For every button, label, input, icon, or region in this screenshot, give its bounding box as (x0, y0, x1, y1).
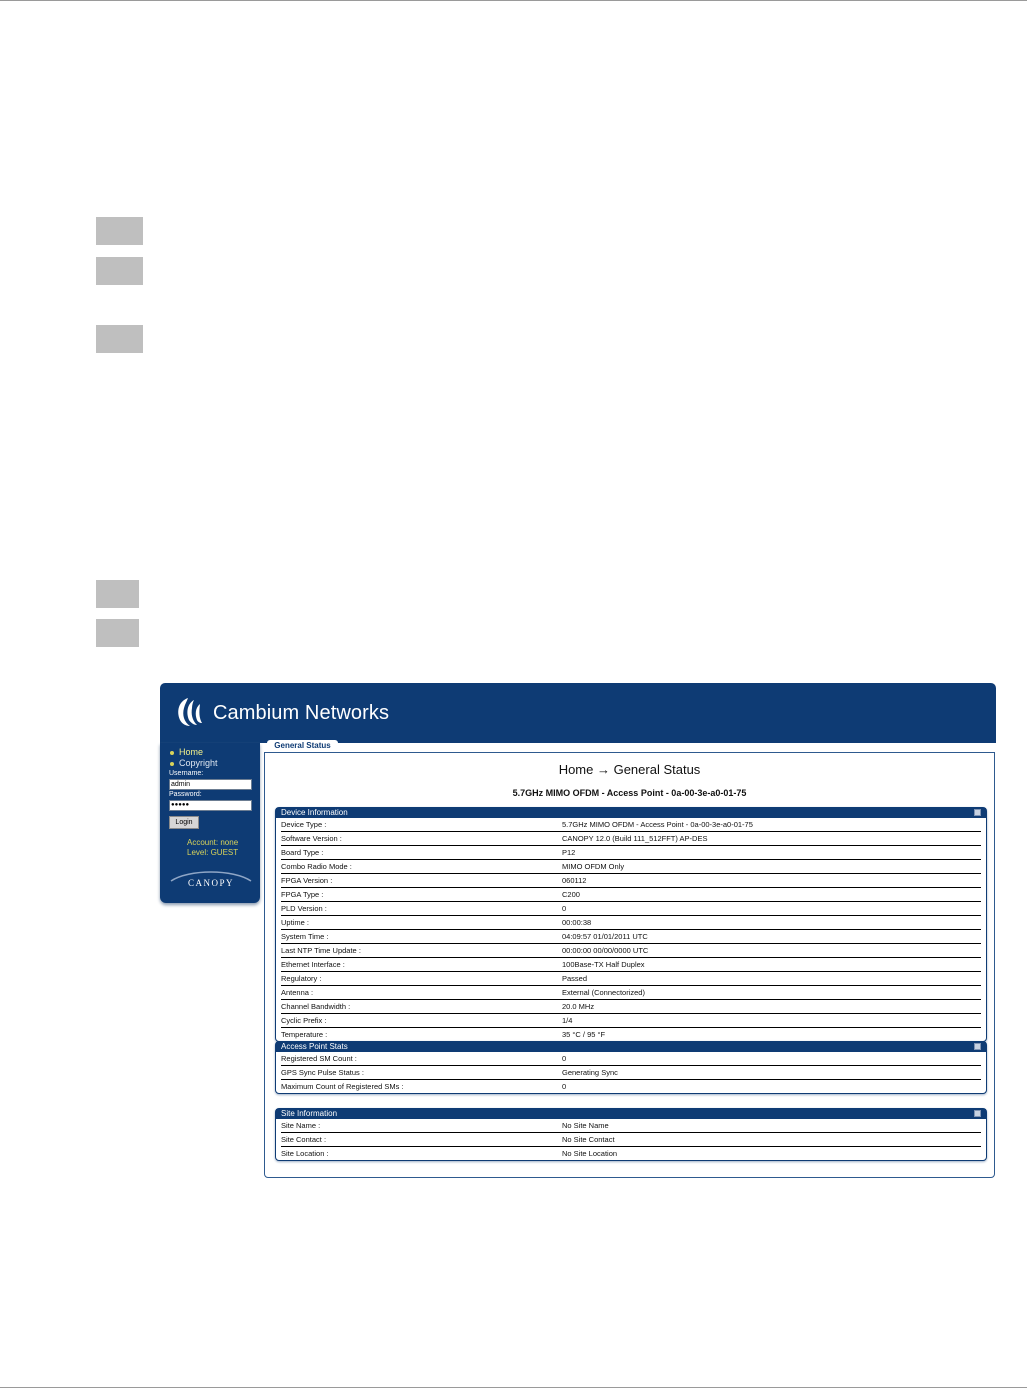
panel-title: Site Information (281, 1109, 338, 1118)
row-value: No Site Name (562, 1121, 609, 1130)
nav-item-label: Home (179, 747, 204, 757)
row-key: Channel Bandwidth : (281, 1002, 351, 1011)
table-row (281, 1028, 981, 1041)
cambium-logo-icon (172, 695, 206, 729)
row-value: 0 (562, 904, 567, 913)
step-box (96, 619, 139, 647)
row-value: Passed (562, 974, 588, 983)
table-row (281, 818, 981, 832)
row-key: Site Contact : (281, 1135, 327, 1144)
step-box (96, 217, 143, 245)
table-row (281, 1000, 981, 1014)
row-value: 04:09:57 01/01/2011 UTC (562, 932, 648, 941)
device-information-panel (275, 807, 987, 1042)
canopy-logo (169, 867, 253, 889)
row-value: CANOPY 12.0 (Build 111_512FFT) AP-DES (562, 834, 708, 843)
row-value: No Site Location (562, 1149, 618, 1158)
bullet-icon (170, 762, 174, 766)
table-row (281, 1066, 981, 1080)
row-value: 00:00:00 00/00/0000 UTC (562, 946, 649, 955)
table-row (281, 986, 981, 1000)
account-status: Account: none (187, 838, 239, 847)
step-box (96, 325, 143, 353)
table-row (281, 1133, 981, 1147)
step-box (96, 580, 139, 608)
collapse-icon[interactable] (974, 809, 981, 816)
site-information-panel (275, 1108, 987, 1161)
row-key: Temperature : (281, 1030, 328, 1039)
panel-header (276, 1042, 986, 1052)
row-key: Regulatory : (281, 974, 322, 983)
row-key: FPGA Type : (281, 890, 324, 899)
content-panel (264, 752, 995, 1178)
table-row (281, 1119, 981, 1133)
panel-rows (276, 818, 986, 1041)
row-key: Ethernet Interface : (281, 960, 345, 969)
row-value: P12 (562, 848, 576, 857)
row-key: GPS Sync Pulse Status : (281, 1068, 364, 1077)
password-input[interactable]: ●●●●● (169, 800, 252, 811)
row-value: 0 (562, 1082, 567, 1091)
tab-general-status[interactable]: General Status (267, 740, 338, 752)
table-row (281, 1052, 981, 1066)
panel-title: Access Point Stats (281, 1042, 348, 1051)
row-value: Generating Sync (562, 1068, 618, 1077)
nav-item-home[interactable] (170, 747, 203, 757)
row-value: 060112 (562, 876, 587, 885)
row-key: Maximum Count of Registered SMs : (281, 1082, 404, 1091)
nav-item-label: Copyright (179, 758, 218, 768)
row-key: Antenna : (281, 988, 314, 997)
row-value: External (Connectorized) (562, 988, 645, 997)
row-key: FPGA Version : (281, 876, 333, 885)
table-row (281, 1014, 981, 1028)
top-rule (0, 0, 1027, 1)
table-row (281, 846, 981, 860)
table-row (281, 930, 981, 944)
panel-header (276, 1109, 986, 1119)
row-value: No Site Contact (562, 1135, 615, 1144)
username-input[interactable]: admin (169, 779, 252, 790)
row-key: System Time : (281, 932, 329, 941)
table-row (281, 958, 981, 972)
row-value: 0 (562, 1054, 567, 1063)
row-key: Registered SM Count : (281, 1054, 357, 1063)
table-row (281, 1147, 981, 1160)
table-row (281, 860, 981, 874)
table-row (281, 944, 981, 958)
bottom-rule (0, 1387, 1027, 1388)
brand-name: Cambium Networks (213, 702, 390, 724)
row-key: Last NTP Time Update : (281, 946, 361, 955)
row-key: Uptime : (281, 918, 309, 927)
page-subtitle: 5.7GHz MIMO OFDM - Access Point - 0a-00-3e-a0-01-75 (512, 788, 747, 798)
device-web-ui (160, 683, 996, 1178)
bullet-icon (170, 751, 174, 755)
step-box (96, 257, 143, 285)
username-label: Username: (169, 770, 204, 777)
table-row (281, 902, 981, 916)
table-row (281, 874, 981, 888)
row-value: 1/4 (562, 1016, 573, 1025)
panel-rows (276, 1052, 986, 1093)
login-button[interactable]: Login (169, 816, 199, 829)
table-row (281, 916, 981, 930)
row-key: Software Version : (281, 834, 342, 843)
panel-header (276, 808, 986, 818)
row-value: 5.7GHz MIMO OFDM - Access Point - 0a-00-3e-a0-01-75 (562, 820, 753, 829)
row-value: 35 °C / 95 °F (562, 1030, 606, 1039)
canopy-text: CANOPY (187, 878, 235, 888)
row-key: Device Type : (281, 820, 327, 829)
page-title: Home → General Status (558, 762, 701, 777)
nav-item-copyright[interactable] (170, 758, 218, 768)
row-value: 00:00:38 (562, 918, 592, 927)
collapse-icon[interactable] (974, 1043, 981, 1050)
table-row (281, 888, 981, 902)
row-value: C200 (562, 890, 580, 899)
row-key: Combo Radio Mode : (281, 862, 352, 871)
collapse-icon[interactable] (974, 1110, 981, 1117)
row-value: 20.0 MHz (562, 1002, 595, 1011)
row-key: Site Name : (281, 1121, 321, 1130)
row-value: MIMO OFDM Only (562, 862, 625, 871)
level-status: Level: GUEST (187, 848, 239, 857)
header-bar (160, 683, 996, 743)
table-row (281, 1080, 981, 1093)
panel-title: Device Information (281, 808, 348, 817)
password-label: Password: (169, 791, 202, 798)
row-key: Cyclic Prefix : (281, 1016, 327, 1025)
row-key: PLD Version : (281, 904, 327, 913)
row-key: Board Type : (281, 848, 324, 857)
panel-rows (276, 1119, 986, 1160)
row-key: Site Location : (281, 1149, 329, 1158)
row-value: 100Base-TX Half Duplex (562, 960, 645, 969)
access-point-stats-panel (275, 1041, 987, 1094)
table-row (281, 972, 981, 986)
table-row (281, 832, 981, 846)
sidebar (160, 743, 260, 903)
